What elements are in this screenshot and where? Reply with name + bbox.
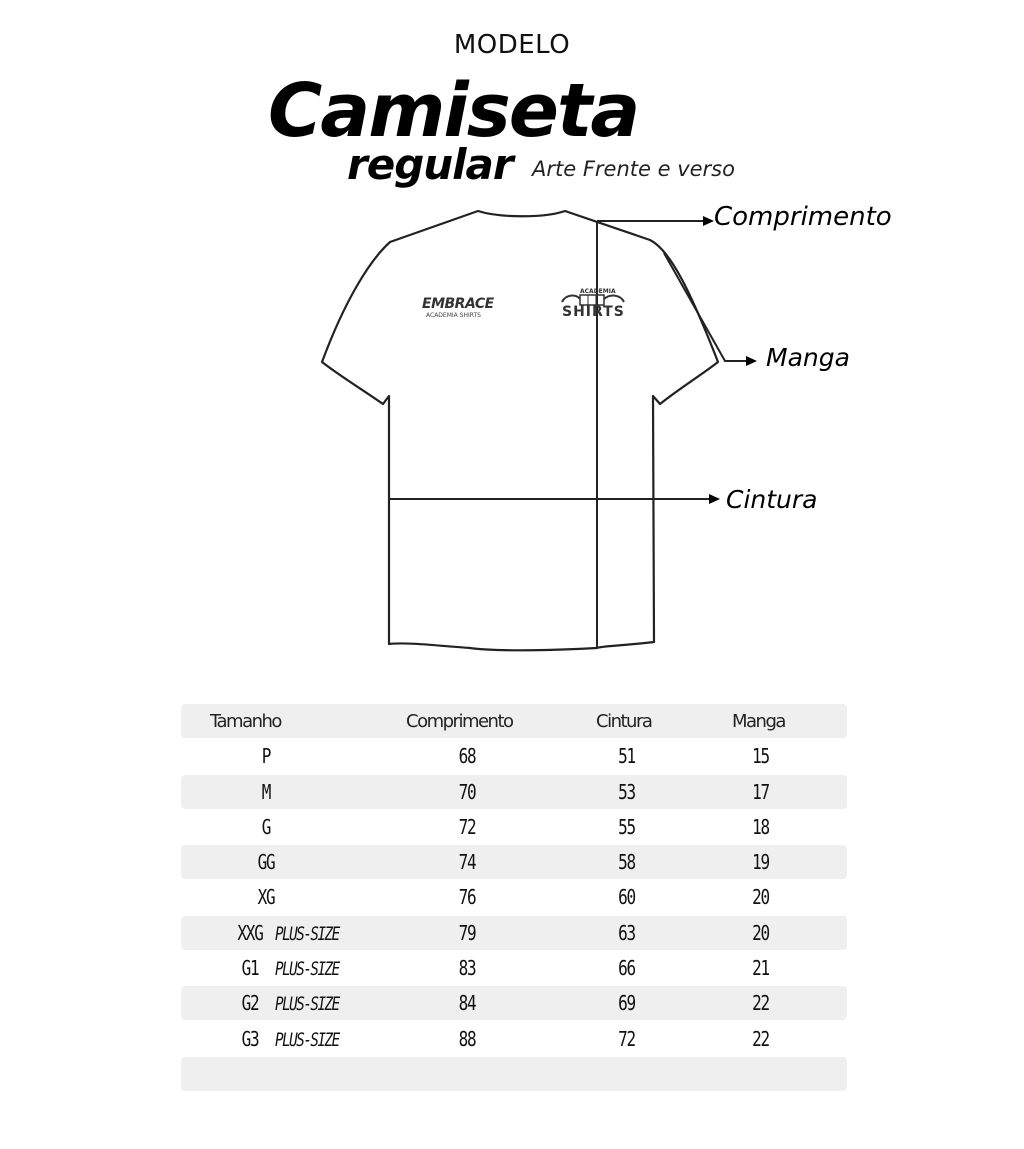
manga-cell: 22 <box>752 991 769 1016</box>
manga-cell: 20 <box>752 920 769 945</box>
table-header-row <box>181 704 847 738</box>
page-subtitle: regular <box>347 140 513 189</box>
cintura-cell: 69 <box>618 991 635 1016</box>
cintura-cell: 60 <box>618 885 635 910</box>
academia-logo-top: ACADEMIA <box>580 288 616 295</box>
comprimento-cell: 74 <box>458 850 476 875</box>
comprimento-cell: 83 <box>458 956 476 981</box>
table-row <box>181 916 847 950</box>
print-note: Arte Frente e verso <box>532 157 735 181</box>
page-title: Camiseta <box>268 68 639 154</box>
comprimento-cell: 68 <box>458 744 476 769</box>
plus-size-label: PLUS-SIZE <box>275 1028 339 1051</box>
cintura-cell: 55 <box>618 814 635 839</box>
header-cintura: Cintura <box>596 711 652 732</box>
plus-size-label: PLUS-SIZE <box>275 922 339 945</box>
table-row <box>181 739 847 773</box>
manga-cell: 20 <box>752 885 769 910</box>
size-cell: G3 <box>241 1026 259 1051</box>
cintura-arrow-label: Cintura <box>726 485 818 514</box>
size-cell: G1 <box>241 956 259 981</box>
size-cell: XG <box>257 885 275 910</box>
comprimento-arrow-label: Comprimento <box>714 202 892 232</box>
size-cell: G <box>261 814 271 839</box>
size-cell: G2 <box>241 991 259 1016</box>
manga-cell: 22 <box>752 1026 769 1051</box>
cintura-cell: 53 <box>618 779 635 804</box>
table-empty-row <box>181 1057 847 1091</box>
plus-size-label: PLUS-SIZE <box>275 958 339 981</box>
size-cell: P <box>261 744 271 769</box>
tshirt-outline <box>322 211 718 650</box>
academia-shirts-logo <box>558 288 628 326</box>
size-cell: GG <box>257 850 275 875</box>
academia-logo-main: SHIRTS <box>562 304 625 320</box>
size-cell: M <box>261 779 271 804</box>
comprimento-cell: 76 <box>458 885 476 910</box>
embrace-logo-sub: ACADEMIA SHIRTS <box>426 312 481 319</box>
manga-arrow-label: Manga <box>766 343 850 372</box>
table-row <box>181 986 847 1020</box>
comprimento-cell: 84 <box>458 991 476 1016</box>
header-comprimento: Comprimento <box>406 711 513 732</box>
manga-cell: 21 <box>752 956 769 981</box>
cintura-cell: 63 <box>618 920 635 945</box>
plus-size-label: PLUS-SIZE <box>275 993 339 1016</box>
table-row <box>181 951 847 985</box>
cintura-cell: 72 <box>618 1026 635 1051</box>
table-row <box>181 1022 847 1056</box>
comprimento-cell: 88 <box>458 1026 476 1051</box>
cintura-cell: 51 <box>618 744 635 769</box>
manga-cell: 17 <box>752 779 769 804</box>
comprimento-cell: 70 <box>458 779 476 804</box>
size-table <box>181 704 847 1092</box>
manga-cell: 19 <box>752 850 769 875</box>
header-tamanho: Tamanho <box>210 711 281 732</box>
table-row <box>181 845 847 879</box>
comprimento-cell: 79 <box>458 920 476 945</box>
cintura-cell: 66 <box>618 956 635 981</box>
modelo-label: MODELO <box>453 30 571 60</box>
embrace-logo: EMBRACE <box>422 296 494 312</box>
comprimento-cell: 72 <box>458 814 476 839</box>
manga-cell: 18 <box>752 814 769 839</box>
manga-cell: 15 <box>752 744 769 769</box>
table-row <box>181 775 847 809</box>
size-cell: XXG <box>237 920 263 945</box>
table-row <box>181 880 847 914</box>
cintura-cell: 58 <box>618 850 635 875</box>
table-row <box>181 810 847 844</box>
header-manga: Manga <box>732 711 785 732</box>
